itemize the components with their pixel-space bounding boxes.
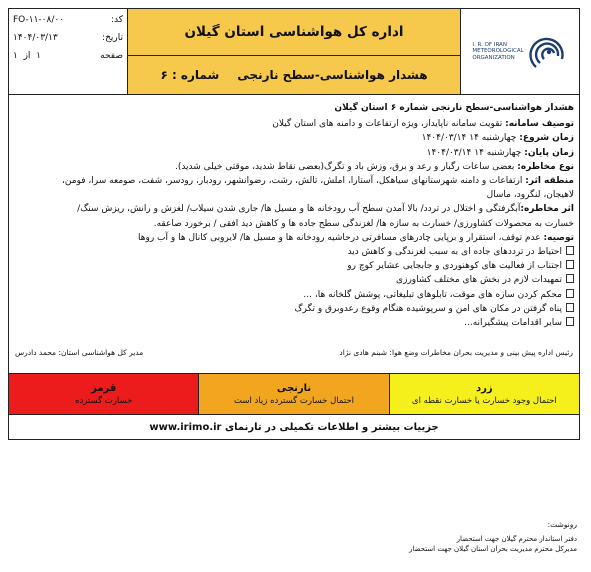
checklist-item xyxy=(14,302,574,316)
checklist-text: پناه گرفتن در مکان های امن و سرپوشیده هنگام وقوع رعدوبرق و تگرگ xyxy=(294,303,562,314)
form-header xyxy=(9,9,579,95)
date-label: تاریخ: xyxy=(102,33,123,43)
impact-line-2: خسارت به محصولات کشاورزی/ خسارت به سازه ها/ لغزندگی سطح جاده ها و کاهش دید افقی / برخورد صاعقه. xyxy=(153,218,574,229)
code-value: FO-۱۱-۰۸/۰۰ xyxy=(13,15,65,25)
checklist-text: محکم کردن سازه های موقت، تابلوهای تبلیغاتی، پوشش گلخانه ها، ... xyxy=(303,289,562,300)
advice-value: عدم توقف، استقرار و برپایی چادرهای مسافرتی درحاشیه رودخانه ها و مسیل ها/ لایروبی کانال ها و آب روها xyxy=(138,232,544,243)
description-label: توصیف سامانه: xyxy=(505,119,574,130)
region-line-2: لاهیجان، لنگرود، ماسال xyxy=(486,190,574,201)
level-red xyxy=(9,374,198,414)
start-time-line xyxy=(14,131,574,145)
checklist-text: سایر اقدامات پیشگیرانه... xyxy=(464,318,562,329)
page-of: از xyxy=(23,51,31,61)
hazard-value: بعضی ساعات رگبار و رعد و برق، وزش باد و تگرگ(بعضی نقاط شدید، موقتی خیلی شدید). xyxy=(174,161,518,172)
page-label: صفحه xyxy=(100,51,123,61)
checkbox-icon xyxy=(566,260,574,269)
level-description: خسارت گسترده xyxy=(75,395,133,406)
hazard-line xyxy=(14,160,574,174)
checkbox-icon xyxy=(566,246,574,255)
code-row xyxy=(13,11,123,29)
code-label: کد: xyxy=(110,15,123,25)
checklist-item xyxy=(14,259,574,273)
page-total: ۱ xyxy=(13,51,18,61)
end-time-line xyxy=(14,146,574,160)
warning-body xyxy=(9,95,579,334)
level-name: قرمز xyxy=(91,382,117,394)
logo-text xyxy=(472,42,523,61)
cc-line: دفتر استاندار محترم گیلان جهت استحضار xyxy=(456,535,577,543)
cc-line: مدیرکل محترم مدیریت بحران استان گیلان جهت استحضار xyxy=(409,545,577,553)
impact-line xyxy=(14,202,574,216)
level-orange xyxy=(198,374,388,414)
level-description: احتمال وجود خسارت یا خسارت نقطه ای xyxy=(411,395,557,406)
page-counter xyxy=(13,51,41,61)
region-line xyxy=(14,174,574,188)
checkbox-icon xyxy=(566,317,574,326)
forecast-head-signature: رئیس اداره پیش بینی و مدیریت بحران مخاطرات وضع هوا: شبنم هادی نژاد xyxy=(339,348,573,358)
start-value: چهارشنبه ۱۴ xyxy=(469,133,517,144)
checklist-item xyxy=(14,288,574,302)
director-signature: مدیر کل هواشناسی استان: محمد دادرس xyxy=(15,348,144,358)
logo-line: METEOROLOGICAL xyxy=(472,48,524,55)
description-value: تقویت سامانه ناپایدار، ویژه ارتفاعات و دامنه های استان گیلان xyxy=(272,119,506,130)
advice-label: توصیه: xyxy=(543,232,574,243)
checkbox-icon xyxy=(566,303,574,312)
header-subtitle-row xyxy=(128,56,460,94)
warning-number xyxy=(160,68,219,82)
end-value: چهارشنبه ۱۴ xyxy=(474,147,522,158)
hazard-label: نوع مخاطره: xyxy=(517,161,574,172)
checklist-item xyxy=(14,316,574,330)
page-number: ۱ xyxy=(36,51,42,61)
warning-level-subtitle: هشدار هواشناسی-سطح نارنجی xyxy=(237,68,428,82)
logo-line: I. R. OF IRAN xyxy=(472,41,507,48)
level-name: زرد xyxy=(476,382,493,394)
warning-form xyxy=(8,8,580,440)
checklist-item xyxy=(14,273,574,287)
level-description: احتمال خسارت گسترده زیاد است xyxy=(234,395,355,406)
description-line xyxy=(14,117,574,131)
website-link[interactable]: www.irimo.ir xyxy=(149,421,222,433)
header-meta-block xyxy=(9,9,127,94)
impact-label: اثر مخاطره: xyxy=(520,204,574,215)
more-info-text: جزییات بیشتر و اطلاعات تکمیلی در تارنمای xyxy=(224,421,439,433)
document-title: هشدار هواشناسی-سطح نارنجی شماره ۶ استان گیلان xyxy=(334,103,574,113)
meteorological-organization-logo-icon xyxy=(528,29,568,75)
checkbox-icon xyxy=(566,274,574,283)
checklist-text: تمهیدات لازم در بخش های مختلف کشاورزی xyxy=(396,275,562,286)
warning-number-value: ۶ xyxy=(160,68,168,82)
impact-value: آبگرفتگی و اختلال در تردد/ بالا آمدن سطح آب رودخانه ها و مسیل ها/ جاری شدن سیلاب/ لغزش و رانش، ریزش سنگ/ xyxy=(77,204,521,215)
level-yellow xyxy=(389,374,579,414)
more-info-row xyxy=(9,415,579,439)
start-label: زمان شروع: xyxy=(519,133,574,144)
date-value: ۱۴۰۴/۰۳/۱۳ xyxy=(13,33,58,43)
end-date: ۱۴۰۴/۰۳/۱۴ xyxy=(426,147,472,158)
region-value: ارتفاعات و دامنه شهرستانهای سیاهکل، آستارا، املش، تالش، رشت، رضوانشهر، رودبار، رودسر، شفت، صومعه سرا، فومن، xyxy=(62,176,526,187)
end-label: زمان پایان: xyxy=(524,147,574,158)
warning-number-label: شماره : xyxy=(171,68,220,82)
checklist-text: احتیاط در ترددهای جاده ای به سبب لغزندگی و کاهش دید xyxy=(347,247,562,258)
signature-row xyxy=(9,334,579,374)
level-name: نارنجی xyxy=(276,382,312,394)
checklist-item xyxy=(14,245,574,259)
date-row xyxy=(13,29,123,47)
page-title: اداره کل هواشناسی استان گیلان xyxy=(128,9,460,56)
cc-title: رونوشت: xyxy=(547,520,577,529)
advice-line xyxy=(14,231,574,245)
region-label: منطقه اثر: xyxy=(525,176,574,187)
cc-footer xyxy=(409,520,577,554)
start-date: ۱۴۰۴/۰۳/۱۴ xyxy=(421,133,467,144)
page-row xyxy=(13,47,123,65)
warning-levels-legend xyxy=(9,374,579,415)
checkbox-icon xyxy=(566,289,574,298)
header-title-block xyxy=(127,9,460,94)
checklist-text: اجتناب از فعالیت های کوهنوردی و جابجایی عشایر کوچ رو xyxy=(347,261,562,272)
logo-line: ORGANIZATION xyxy=(472,54,515,61)
logo-block xyxy=(460,9,579,94)
